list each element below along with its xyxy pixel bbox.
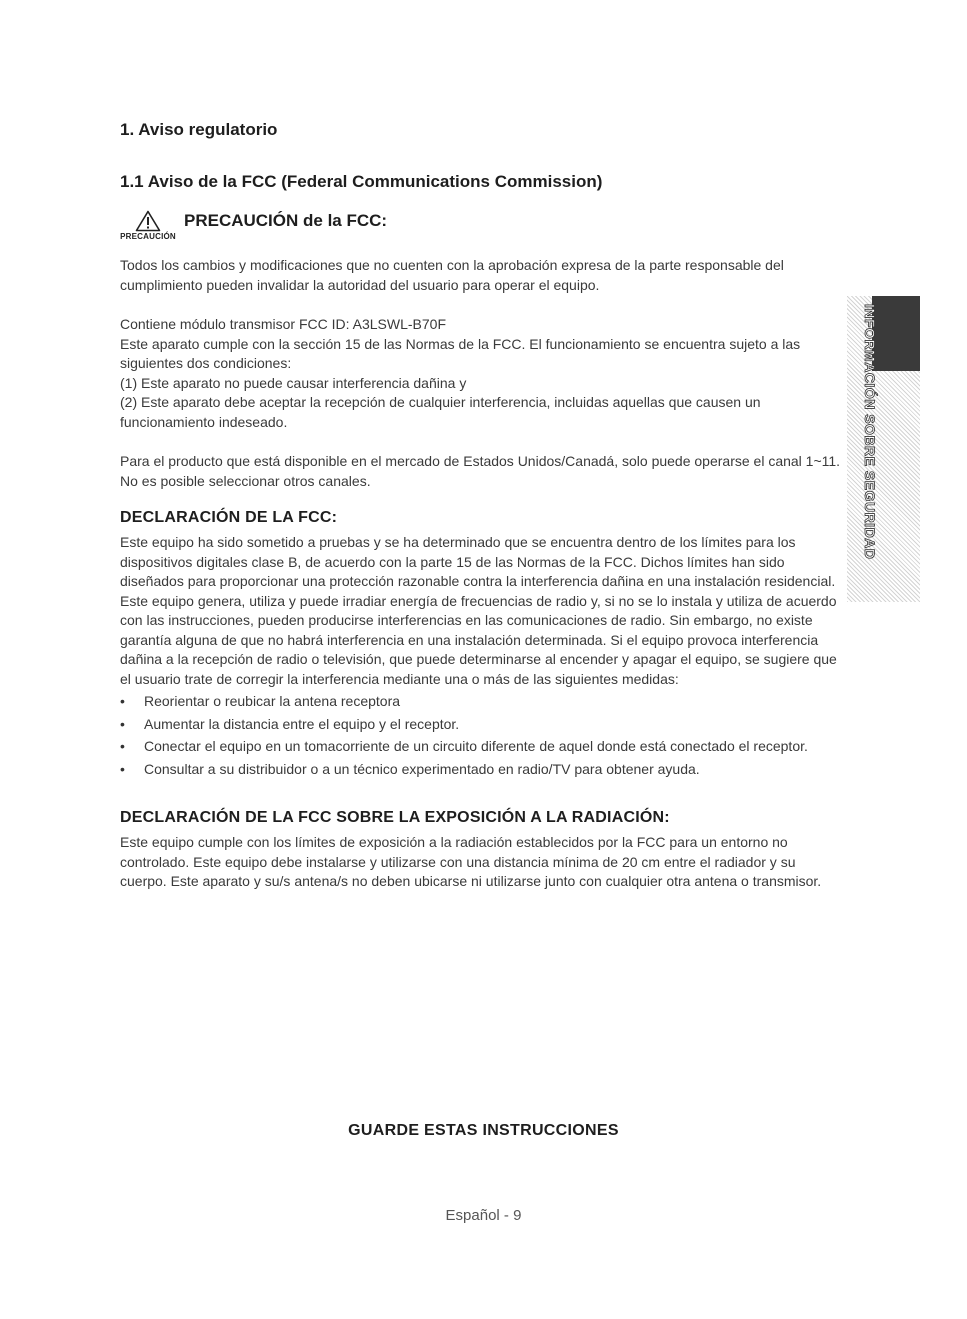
heading-fcc-declaration: DECLARACIÓN DE LA FCC:: [120, 509, 338, 526]
caution-icon-block: [119, 210, 177, 241]
caution-header: [120, 211, 846, 256]
warning-triangle-icon: [135, 210, 161, 232]
heading-radiation-declaration: DECLARACIÓN DE LA FCC SOBRE LA EXPOSICIÓN A LA RADIACIÓN:: [120, 809, 670, 826]
section-side-tab-label: INFORMACIÓN SOBRE SEGURIDAD: [862, 304, 878, 560]
list-item: • Reorientar o reubicar la antena receptora: [120, 692, 846, 712]
caution-title: PRECAUCIÓN de la FCC:: [184, 211, 388, 230]
paragraph-condition-2: (2) Este aparato debe aceptar la recepción de cualquier interferencia, incluidas aquellas que causen un funcionamiento indeseado.: [120, 394, 761, 430]
page-footer: Español - 9: [445, 1207, 522, 1224]
paragraph-compliance: Este aparato cumple con la sección 15 de las Normas de la FCC. El funcionamiento se encuentra sujeto a las siguientes dos condiciones:: [120, 335, 801, 371]
measures-list: [120, 692, 846, 779]
paragraph-fcc-id: Contiene módulo transmisor FCC ID: A3LSWL-B70F: [120, 316, 447, 332]
paragraph-no-other-channels: No es posible seleccionar otros canales.: [120, 472, 371, 489]
paragraph-channels: Para el producto que está disponible en el mercado de Estados Unidos/Canadá, solo puede operarse el canal 1~11.: [120, 453, 841, 469]
paragraph-radiation: Este equipo cumple con los límites de exposición a la radiación establecidos por la FCC para un entorno no controlado. Este equipo debe instalarse y utilizarse con una distancia mínima de 20 cm entre el radiador y su cuerpo. Este aparato y su/s antena/s no deben ubicarse ni utilizarse junto con cualquier otra antena o transmisor.: [120, 834, 822, 889]
caution-icon-label: PRECAUCIÓN: [120, 232, 176, 241]
page-content: [120, 112, 846, 892]
paragraph-changes: Todos los cambios y modificaciones que no cuenten con la aprobación expresa de la parte responsable del cumplimiento pueden invalidar la autoridad del usuario para operar el equipo.: [120, 257, 784, 293]
list-item: • Aumentar la distancia entre el equipo y el receptor.: [120, 715, 846, 735]
heading-fcc-notice: 1.1 Aviso de la FCC (Federal Communications Commission): [120, 172, 603, 191]
section-side-tab-marker: [872, 296, 920, 371]
list-item: • Consultar a su distribuidor o a un técnico experimentado en radio/TV para obtener ayuda.: [120, 760, 846, 780]
heading-regulatory-notice: 1. Aviso regulatorio: [120, 120, 278, 139]
paragraph-condition-1: (1) Este aparato no puede causar interferencia dañina y: [120, 374, 467, 391]
paragraph-class-b: Este equipo ha sido sometido a pruebas y se ha determinado que se encuentra dentro de los límites para los dispositivos digitales clase B, de acuerdo con la parte 15 de las Normas de la FCC. Dichos límites han sido diseñados para proporcionar una protección razonable contra la interferencia dañina en una instalación residencial.: [120, 534, 836, 589]
paragraph-interference: Este equipo genera, utiliza y puede irradiar energía de frecuencias de radio y, si no se lo instala y utiliza de acuerdo con las instrucciones, pueden producirse interferencias en las comunicaciones de radio. Sin embargo, no existe garantía alguna de que no habrá interferencia en una instalación determinada. Si el equipo provoca interferencia dañina a la recepción de radio o televisión, que puede determinarse al encender y apagar el equipo, se sugiere que el usuario trate de corregir la interferencia mediante una o más de las siguientes medidas:: [120, 592, 837, 687]
closing-instructions: GUARDE ESTAS INSTRUCCIONES: [348, 1122, 619, 1139]
list-item: • Conectar el equipo en un tomacorriente de un circuito diferente de aquel donde está conectado el receptor.: [120, 737, 846, 757]
